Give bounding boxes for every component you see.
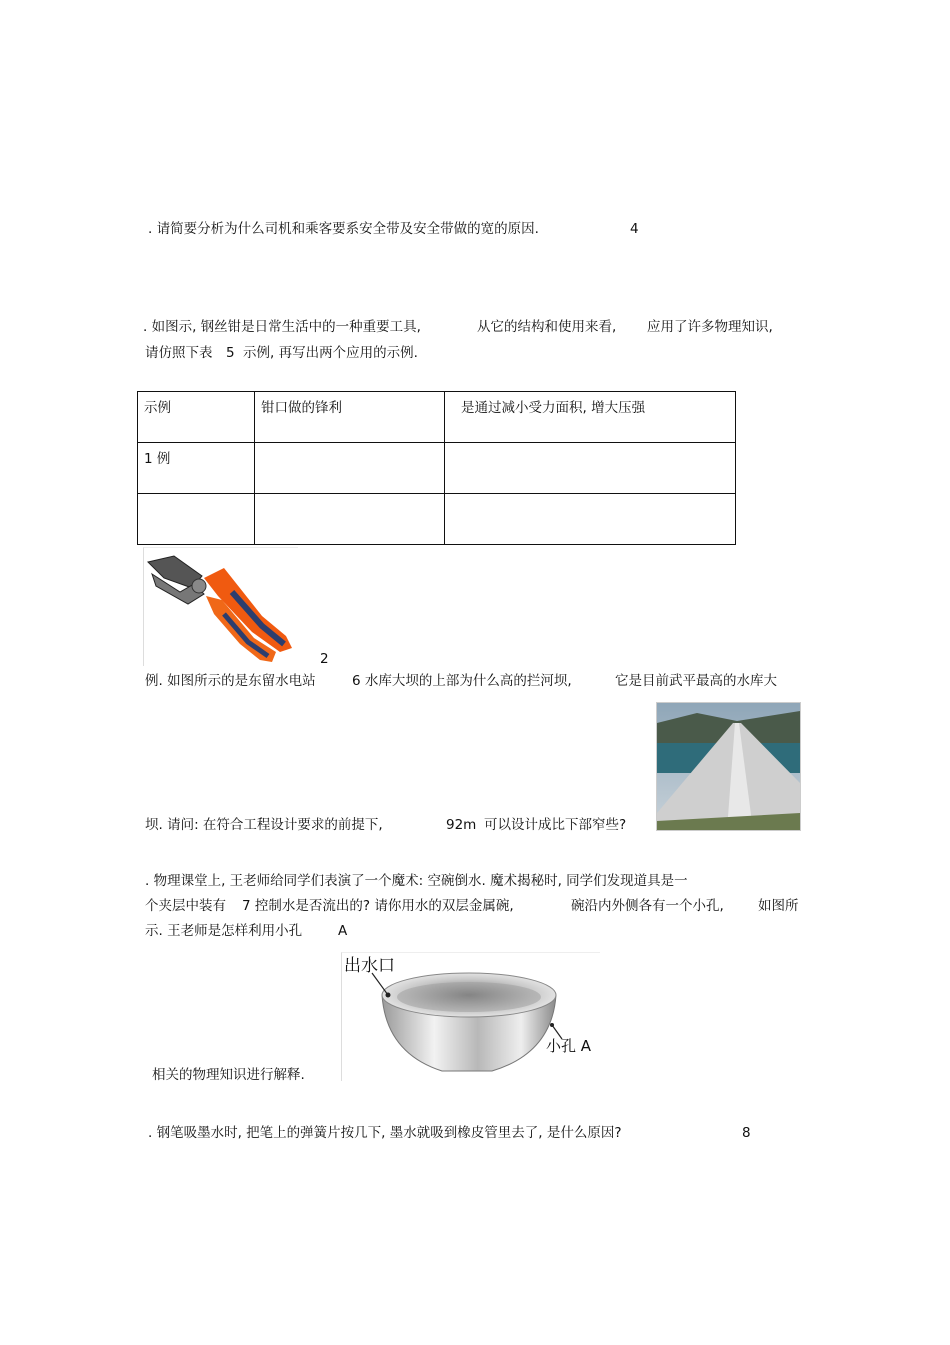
question-6-line1a: 例. 如图所示的是东留水电站 [145,673,316,689]
question-8-text: . 钢笔吸墨水时, 把笔上的弹簧片按几下, 墨水就吸到橡皮管里去了, 是什么原因? [148,1125,622,1141]
table-row [138,443,736,494]
bowl-outlet-label: 出水口 [344,956,395,976]
question-4-number: 4 [630,221,639,237]
table-cell[interactable] [445,494,736,545]
table-cell[interactable] [255,443,445,494]
table-row [138,494,736,545]
question-8-number: 8 [742,1125,751,1141]
question-6-line2a: 坝. 请问: 在符合工程设计要求的前提下, [145,817,383,833]
question-7-line2b: 7 控制水是否流出的? 请你用水的双层金属碗, [242,898,514,914]
question-5-line1b: 从它的结构和使用来看, [477,319,617,335]
question-7-line4: 相关的物理知识进行解释. [152,1067,305,1083]
table-cell: 钳口做的锋利 [255,392,445,443]
table-cell: 示例 [138,392,255,443]
bowl-image [341,952,600,1081]
dam-image [656,702,801,831]
question-6-line1b: 6 水库大坝的上部为什么高的拦河坝, [352,673,572,689]
question-6-line2c: 可以设计成比下部窄些? [484,817,627,833]
question-6-height: 92m [446,817,477,833]
question-7-line3a: 示. 王老师是怎样利用小孔 [145,923,303,939]
question-4-text: . 请简要分析为什么司机和乘客要系安全带及安全带做的宽的原因. [148,221,539,237]
question-5-number: 5 [226,345,235,361]
example-table [137,391,736,545]
question-7-line2a: 个夹层中装有 [145,898,226,914]
bowl-hole-label: 小孔 A [546,1037,592,1055]
table-row [138,392,736,443]
question-5-line1c: 应用了许多物理知识, [647,319,773,335]
question-5-line1a: . 如图示, 钢丝钳是日常生活中的一种重要工具, [143,319,421,335]
question-5-line2a: 请仿照下表 [145,345,213,361]
table-cell[interactable] [445,443,736,494]
question-7-line2c: 碗沿内外侧各有一个小孔, [571,898,724,914]
table-cell: 是通过减小受力面积, 增大压强 [445,392,736,443]
pliers-figure-number: 2 [320,651,329,667]
pliers-image [143,547,298,666]
table-cell[interactable]: 1 例 [138,443,255,494]
question-6-line1c: 它是目前武平最高的水库大 [615,673,777,689]
question-5-line2c: 示例, 再写出两个应用的示例. [243,345,418,361]
table-cell[interactable] [255,494,445,545]
question-7-line2d: 如图所 [758,898,799,914]
question-7-line1: . 物理课堂上, 王老师给同学们表演了一个魔术: 空碗倒水. 魔术揭秘时, 同学们发现道具是一 [145,873,688,889]
question-7-line3b: A [338,923,348,939]
table-cell[interactable] [138,494,255,545]
